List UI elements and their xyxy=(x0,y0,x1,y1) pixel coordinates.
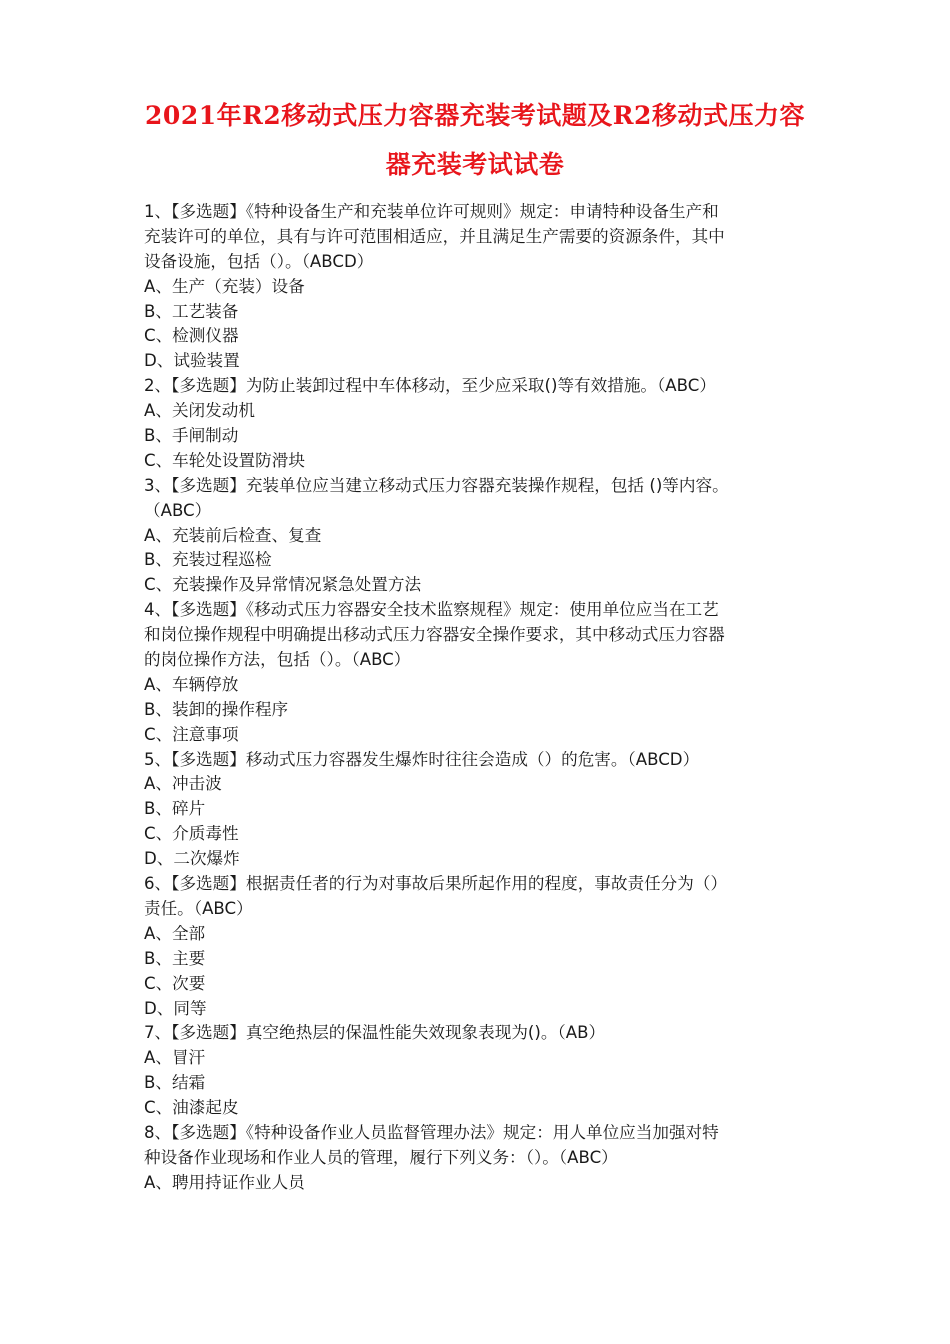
text-line: A、充装前后检查、复查 xyxy=(144,525,322,545)
text-line: B、主要 xyxy=(144,948,206,968)
text-line: 2、【多选题】为防止装卸过程中车体移动，至少应采取()等有效措施。（ABC） xyxy=(144,376,716,396)
text-line: B、工艺装备 xyxy=(144,301,239,321)
text-line: 种设备作业现场和作业人员的管理，履行下列义务：（）。（ABC） xyxy=(144,1147,618,1167)
text-line: 设备设施，包括（）。（ABCD） xyxy=(144,251,374,271)
text-line: 3、【多选题】充装单位应当建立移动式压力容器充装操作规程，包括 ()等内容。 xyxy=(144,475,729,495)
text-line: A、冒汗 xyxy=(144,1048,206,1068)
text-line: B、装卸的操作程序 xyxy=(144,699,289,719)
text-line: C、注意事项 xyxy=(144,724,239,744)
text-line: A、全部 xyxy=(144,923,206,943)
text-line: 5、【多选题】移动式压力容器发生爆炸时往往会造成（）的危害。（ABCD） xyxy=(144,749,700,769)
text-line: A、生产（充装）设备 xyxy=(144,276,305,296)
text-line: B、碎片 xyxy=(144,799,206,819)
text-line: D、二次爆炸 xyxy=(144,849,240,869)
text-line: C、油漆起皮 xyxy=(144,1098,239,1118)
text-line: B、结霜 xyxy=(144,1073,206,1093)
text-line: 和岗位操作规程中明确提出移动式压力容器安全操作要求，其中移动式压力容器 xyxy=(144,625,725,645)
text-line: 7、【多选题】真空绝热层的保温性能失效现象表现为()。（AB） xyxy=(144,1023,606,1043)
text-line: D、同等 xyxy=(144,998,207,1018)
text-line: C、次要 xyxy=(144,973,206,993)
document-title-line-1: 2021年R2移动式压力容器充装考试题及R2移动式压力容 xyxy=(145,101,805,130)
text-line: A、关闭发动机 xyxy=(144,401,255,421)
text-line: C、车轮处设置防滑块 xyxy=(144,450,305,470)
text-line: 充装许可的单位，具有与许可范围相适应，并且满足生产需要的资源条件，其中 xyxy=(144,226,725,246)
text-line: 的岗位操作方法，包括（）。（ABC） xyxy=(144,650,411,670)
document-title-line-2: 器充装考试试卷 xyxy=(385,150,565,179)
question-list xyxy=(144,200,812,1196)
text-line: A、冲击波 xyxy=(144,774,222,794)
text-line: A、车辆停放 xyxy=(144,674,239,694)
text-line: C、充装操作及异常情况紧急处置方法 xyxy=(144,575,422,595)
text-line: C、介质毒性 xyxy=(144,824,239,844)
text-line: 责任。（ABC） xyxy=(144,898,253,918)
text-line: C、检测仪器 xyxy=(144,326,239,346)
text-line: 8、【多选题】《特种设备作业人员监督管理办法》规定：用人单位应当加强对特 xyxy=(144,1122,719,1142)
text-line: B、手闸制动 xyxy=(144,426,239,446)
text-line: （ABC） xyxy=(144,500,212,520)
text-line: A、聘用持证作业人员 xyxy=(144,1172,305,1192)
text-line: D、试验装置 xyxy=(144,351,240,371)
text-line: B、充装过程巡检 xyxy=(144,550,272,570)
text-line: 4、【多选题】《移动式压力容器安全技术监察规程》规定：使用单位应当在工艺 xyxy=(144,600,719,620)
text-line: 6、【多选题】根据责任者的行为对事故后果所起作用的程度，事故责任分为（） xyxy=(144,874,728,894)
text-line: 1、【多选题】《特种设备生产和充装单位许可规则》规定：申请特种设备生产和 xyxy=(144,202,719,221)
